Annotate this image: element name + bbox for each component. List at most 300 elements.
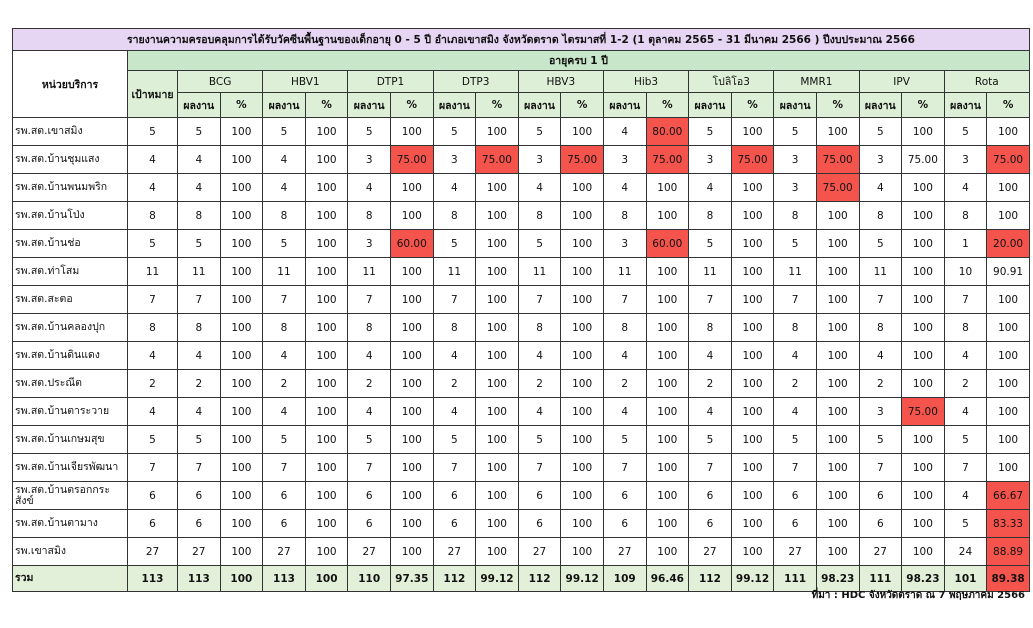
result-value: 101	[944, 566, 987, 592]
result-value: 5	[859, 118, 902, 146]
result-value: 4	[859, 342, 902, 370]
percent-value: 100	[561, 230, 604, 258]
percent-value: 100	[646, 482, 689, 510]
percent-value: 100	[305, 510, 348, 538]
result-value: 11	[859, 258, 902, 286]
target-value: 4	[128, 398, 178, 426]
result-value: 6	[348, 482, 391, 510]
percent-value: 100	[390, 398, 433, 426]
result-value: 2	[603, 370, 646, 398]
result-value: 7	[859, 286, 902, 314]
percent-value: 100	[305, 482, 348, 510]
percent-subheader: %	[561, 93, 604, 118]
result-value: 4	[603, 174, 646, 202]
result-subheader: ผลงาน	[689, 93, 732, 118]
percent-value: 100	[390, 538, 433, 566]
percent-value: 100	[646, 454, 689, 482]
percent-value: 100	[305, 454, 348, 482]
percent-value: 100	[305, 258, 348, 286]
vaccine-header: MMR1	[774, 71, 859, 93]
result-value: 4	[603, 398, 646, 426]
percent-value: 75.00	[731, 146, 774, 174]
percent-value: 100	[561, 258, 604, 286]
result-value: 8	[859, 314, 902, 342]
report-container	[12, 28, 1029, 592]
percent-value: 100	[390, 342, 433, 370]
percent-value: 100	[731, 426, 774, 454]
result-value: 2	[689, 370, 732, 398]
result-value: 2	[178, 370, 221, 398]
percent-value: 100	[646, 426, 689, 454]
unit-name: รพ.สต.เขาสมิง	[13, 118, 128, 146]
result-value: 6	[348, 510, 391, 538]
percent-value: 100	[390, 482, 433, 510]
result-value: 5	[263, 426, 306, 454]
result-value: 113	[263, 566, 306, 592]
percent-value: 100	[305, 202, 348, 230]
percent-value: 100	[390, 454, 433, 482]
percent-value: 100	[731, 454, 774, 482]
result-value: 2	[433, 370, 476, 398]
result-value: 8	[348, 202, 391, 230]
result-value: 2	[774, 370, 817, 398]
result-value: 5	[859, 426, 902, 454]
percent-value: 100	[816, 370, 859, 398]
percent-value: 100	[902, 510, 945, 538]
result-value: 4	[178, 174, 221, 202]
result-value: 7	[603, 286, 646, 314]
result-value: 8	[348, 314, 391, 342]
percent-value: 100	[476, 258, 519, 286]
result-value: 113	[178, 566, 221, 592]
result-value: 3	[774, 146, 817, 174]
result-value: 3	[433, 146, 476, 174]
percent-value: 100	[561, 538, 604, 566]
result-value: 11	[689, 258, 732, 286]
result-value: 11	[178, 258, 221, 286]
percent-value: 100	[902, 538, 945, 566]
target-value: 2	[128, 370, 178, 398]
result-value: 2	[859, 370, 902, 398]
percent-value: 100	[476, 426, 519, 454]
result-value: 7	[774, 286, 817, 314]
percent-value: 100	[902, 426, 945, 454]
percent-value: 100	[987, 314, 1030, 342]
percent-subheader: %	[390, 93, 433, 118]
result-value: 6	[433, 510, 476, 538]
percent-value: 100	[305, 398, 348, 426]
result-value: 7	[263, 286, 306, 314]
result-value: 4	[603, 118, 646, 146]
percent-value: 100	[816, 510, 859, 538]
result-value: 4	[433, 342, 476, 370]
result-value: 8	[433, 314, 476, 342]
percent-value: 100	[305, 146, 348, 174]
target-column-header: เป้าหมาย	[128, 71, 178, 118]
percent-value: 75.00	[646, 146, 689, 174]
result-value: 4	[433, 398, 476, 426]
result-value: 7	[348, 454, 391, 482]
percent-value: 100	[390, 202, 433, 230]
percent-value: 100	[731, 314, 774, 342]
result-subheader: ผลงาน	[944, 93, 987, 118]
percent-value: 100	[731, 118, 774, 146]
target-value: 6	[128, 510, 178, 538]
percent-value: 100	[220, 426, 263, 454]
result-value: 11	[603, 258, 646, 286]
unit-name: รพ.เขาสมิง	[13, 538, 128, 566]
percent-value: 100	[731, 202, 774, 230]
unit-name: รพ.สต.บ้านช่อ	[13, 230, 128, 258]
percent-value: 66.67	[987, 482, 1030, 510]
result-value: 27	[518, 538, 561, 566]
table-row	[13, 538, 1030, 566]
vaccine-header: DTP1	[348, 71, 433, 93]
result-value: 4	[944, 398, 987, 426]
percent-value: 100	[646, 258, 689, 286]
unit-name: รพ.สต.บ้านพนมพริก	[13, 174, 128, 202]
result-value: 3	[774, 174, 817, 202]
report-title: รายงานความครอบคลุมการได้รับวัคซีนพื้นฐานของเด็กอายุ 0 - 5 ปี อำเภอเขาสมิง จังหวัดตราด ไตรมาสที่ 1-2 (1 ตุลาคม 2565 - 31 มีนาคม 2566 ) ปีงบประมาณ 2566	[13, 29, 1030, 51]
percent-value: 100	[305, 286, 348, 314]
unit-name: รพ.สต.บ้านตามาง	[13, 510, 128, 538]
table-row	[13, 482, 1030, 510]
percent-value: 100	[987, 286, 1030, 314]
percent-value: 100	[902, 370, 945, 398]
table-row	[13, 258, 1030, 286]
percent-value: 100	[305, 538, 348, 566]
percent-value: 100	[646, 202, 689, 230]
percent-value: 100	[731, 258, 774, 286]
percent-value: 100	[390, 426, 433, 454]
result-value: 3	[603, 146, 646, 174]
result-value: 8	[263, 314, 306, 342]
result-value: 7	[689, 286, 732, 314]
percent-value: 100	[731, 286, 774, 314]
result-value: 8	[774, 314, 817, 342]
target-value: 6	[128, 482, 178, 510]
result-value: 8	[433, 202, 476, 230]
percent-value: 100	[902, 314, 945, 342]
percent-value: 100	[731, 342, 774, 370]
percent-value: 75.00	[987, 146, 1030, 174]
percent-value: 100	[561, 510, 604, 538]
result-value: 7	[433, 454, 476, 482]
result-value: 4	[774, 342, 817, 370]
percent-value: 100	[646, 398, 689, 426]
result-value: 4	[263, 342, 306, 370]
percent-value: 99.12	[476, 566, 519, 592]
result-subheader: ผลงาน	[859, 93, 902, 118]
result-value: 6	[689, 510, 732, 538]
percent-value: 100	[476, 454, 519, 482]
percent-value: 100	[220, 146, 263, 174]
result-subheader: ผลงาน	[348, 93, 391, 118]
target-value: 11	[128, 258, 178, 286]
unit-name: รพ.สต.บ้านตาระวาย	[13, 398, 128, 426]
percent-value: 100	[220, 566, 263, 592]
result-value: 7	[944, 286, 987, 314]
percent-value: 100	[902, 482, 945, 510]
result-value: 4	[178, 398, 221, 426]
percent-subheader: %	[220, 93, 263, 118]
percent-value: 100	[902, 118, 945, 146]
percent-value: 100	[902, 230, 945, 258]
result-value: 6	[603, 510, 646, 538]
result-value: 5	[178, 230, 221, 258]
result-value: 4	[263, 146, 306, 174]
result-value: 5	[263, 118, 306, 146]
result-subheader: ผลงาน	[603, 93, 646, 118]
result-value: 7	[518, 286, 561, 314]
result-value: 3	[859, 146, 902, 174]
percent-value: 100	[902, 174, 945, 202]
result-value: 8	[944, 314, 987, 342]
percent-value: 100	[646, 174, 689, 202]
percent-value: 100	[305, 230, 348, 258]
percent-value: 100	[305, 566, 348, 592]
percent-value: 100	[561, 398, 604, 426]
percent-subheader: %	[987, 93, 1030, 118]
percent-value: 100	[987, 370, 1030, 398]
percent-value: 100	[220, 342, 263, 370]
result-value: 7	[689, 454, 732, 482]
result-value: 11	[518, 258, 561, 286]
result-value: 10	[944, 258, 987, 286]
result-value: 4	[178, 146, 221, 174]
result-value: 5	[178, 118, 221, 146]
percent-value: 100	[305, 174, 348, 202]
vaccine-header: Rota	[944, 71, 1029, 93]
percent-value: 100	[220, 314, 263, 342]
percent-value: 100	[476, 118, 519, 146]
percent-value: 75.00	[390, 146, 433, 174]
result-value: 5	[944, 510, 987, 538]
result-value: 8	[178, 202, 221, 230]
percent-value: 100	[731, 230, 774, 258]
percent-value: 100	[220, 370, 263, 398]
result-value: 4	[263, 398, 306, 426]
percent-value: 98.23	[816, 566, 859, 592]
vaccine-header: DTP3	[433, 71, 518, 93]
percent-value: 83.33	[987, 510, 1030, 538]
percent-value: 20.00	[987, 230, 1030, 258]
table-row	[13, 118, 1030, 146]
result-value: 6	[518, 510, 561, 538]
result-value: 2	[518, 370, 561, 398]
result-value: 8	[689, 202, 732, 230]
result-value: 6	[603, 482, 646, 510]
percent-value: 100	[220, 286, 263, 314]
result-subheader: ผลงาน	[433, 93, 476, 118]
result-value: 4	[859, 174, 902, 202]
unit-name: รพ.สต.บ้านเกษมสุข	[13, 426, 128, 454]
percent-value: 100	[816, 342, 859, 370]
result-value: 4	[263, 174, 306, 202]
percent-value: 100	[987, 118, 1030, 146]
percent-value: 98.23	[902, 566, 945, 592]
result-value: 4	[518, 398, 561, 426]
percent-value: 100	[731, 174, 774, 202]
result-value: 5	[689, 426, 732, 454]
percent-value: 100	[902, 202, 945, 230]
result-value: 111	[774, 566, 817, 592]
percent-value: 100	[476, 202, 519, 230]
percent-value: 100	[646, 286, 689, 314]
result-value: 7	[178, 454, 221, 482]
result-value: 4	[348, 398, 391, 426]
result-value: 3	[944, 146, 987, 174]
result-value: 8	[859, 202, 902, 230]
result-value: 5	[689, 118, 732, 146]
result-value: 11	[348, 258, 391, 286]
percent-value: 100	[731, 398, 774, 426]
result-value: 5	[433, 118, 476, 146]
result-value: 112	[433, 566, 476, 592]
result-value: 7	[433, 286, 476, 314]
table-row	[13, 370, 1030, 398]
table-row	[13, 202, 1030, 230]
target-value: 8	[128, 202, 178, 230]
percent-value: 100	[476, 230, 519, 258]
percent-value: 100	[390, 510, 433, 538]
percent-value: 100	[646, 510, 689, 538]
table-row	[13, 454, 1030, 482]
result-value: 7	[263, 454, 306, 482]
percent-value: 96.46	[646, 566, 689, 592]
percent-value: 100	[987, 174, 1030, 202]
percent-value: 100	[561, 118, 604, 146]
percent-value: 88.89	[987, 538, 1030, 566]
percent-value: 100	[561, 482, 604, 510]
unit-name: รพ.สต.บ้านเจียรพัฒนา	[13, 454, 128, 482]
target-value: 5	[128, 230, 178, 258]
percent-value: 100	[476, 314, 519, 342]
result-value: 6	[774, 510, 817, 538]
percent-value: 100	[561, 202, 604, 230]
percent-value: 100	[561, 426, 604, 454]
result-value: 8	[518, 314, 561, 342]
table-row	[13, 342, 1030, 370]
percent-value: 99.12	[561, 566, 604, 592]
percent-value: 100	[646, 314, 689, 342]
percent-value: 75.00	[902, 398, 945, 426]
percent-value: 100	[646, 370, 689, 398]
result-value: 8	[689, 314, 732, 342]
result-value: 112	[518, 566, 561, 592]
percent-value: 60.00	[390, 230, 433, 258]
percent-value: 100	[816, 258, 859, 286]
result-value: 7	[518, 454, 561, 482]
percent-value: 100	[816, 426, 859, 454]
percent-value: 100	[305, 314, 348, 342]
result-value: 8	[263, 202, 306, 230]
result-value: 4	[433, 174, 476, 202]
percent-value: 100	[731, 538, 774, 566]
vaccine-header: IPV	[859, 71, 944, 93]
result-value: 27	[859, 538, 902, 566]
unit-column-header: หน่วยบริการ	[13, 51, 128, 118]
percent-value: 100	[816, 482, 859, 510]
result-value: 8	[603, 202, 646, 230]
percent-value: 100	[476, 174, 519, 202]
percent-value: 100	[816, 398, 859, 426]
result-value: 5	[518, 230, 561, 258]
table-row	[13, 314, 1030, 342]
result-value: 5	[348, 426, 391, 454]
percent-value: 100	[476, 398, 519, 426]
result-value: 111	[859, 566, 902, 592]
percent-value: 100	[987, 454, 1030, 482]
target-value: 7	[128, 286, 178, 314]
percent-value: 100	[902, 454, 945, 482]
target-value: 8	[128, 314, 178, 342]
percent-value: 100	[816, 118, 859, 146]
result-value: 1	[944, 230, 987, 258]
result-value: 7	[774, 454, 817, 482]
percent-value: 100	[390, 258, 433, 286]
percent-value: 100	[476, 510, 519, 538]
percent-value: 100	[561, 370, 604, 398]
result-value: 27	[263, 538, 306, 566]
percent-value: 100	[646, 342, 689, 370]
result-value: 4	[178, 342, 221, 370]
percent-value: 100	[646, 538, 689, 566]
percent-value: 100	[987, 398, 1030, 426]
vaccine-header: HBV3	[518, 71, 603, 93]
result-value: 3	[348, 146, 391, 174]
table-row	[13, 146, 1030, 174]
result-value: 7	[859, 454, 902, 482]
result-subheader: ผลงาน	[518, 93, 561, 118]
percent-value: 100	[731, 482, 774, 510]
percent-value: 100	[731, 510, 774, 538]
result-value: 27	[774, 538, 817, 566]
target-value: 5	[128, 118, 178, 146]
percent-value: 75.00	[816, 174, 859, 202]
percent-value: 100	[816, 286, 859, 314]
unit-name: รพ.สต.สะตอ	[13, 286, 128, 314]
result-value: 27	[178, 538, 221, 566]
percent-value: 100	[305, 342, 348, 370]
unit-name: รพ.สต.ประณีต	[13, 370, 128, 398]
result-value: 4	[518, 342, 561, 370]
percent-subheader: %	[305, 93, 348, 118]
percent-value: 100	[476, 370, 519, 398]
unit-name: รพ.สต.บ้านคลองปุก	[13, 314, 128, 342]
percent-value: 90.91	[987, 258, 1030, 286]
percent-value: 100	[220, 398, 263, 426]
result-value: 110	[348, 566, 391, 592]
percent-value: 100	[731, 370, 774, 398]
percent-value: 100	[987, 202, 1030, 230]
result-value: 4	[689, 398, 732, 426]
result-value: 4	[944, 342, 987, 370]
unit-name: รพ.สต.บ้านโป่ง	[13, 202, 128, 230]
result-value: 5	[944, 118, 987, 146]
table-row	[13, 426, 1030, 454]
percent-value: 100	[476, 538, 519, 566]
result-value: 3	[348, 230, 391, 258]
result-value: 27	[689, 538, 732, 566]
result-value: 5	[518, 118, 561, 146]
unit-name: รพ.สต.บ้านชุมแสง	[13, 146, 128, 174]
percent-subheader: %	[646, 93, 689, 118]
result-value: 5	[518, 426, 561, 454]
result-value: 8	[944, 202, 987, 230]
result-value: 7	[944, 454, 987, 482]
result-value: 4	[689, 342, 732, 370]
